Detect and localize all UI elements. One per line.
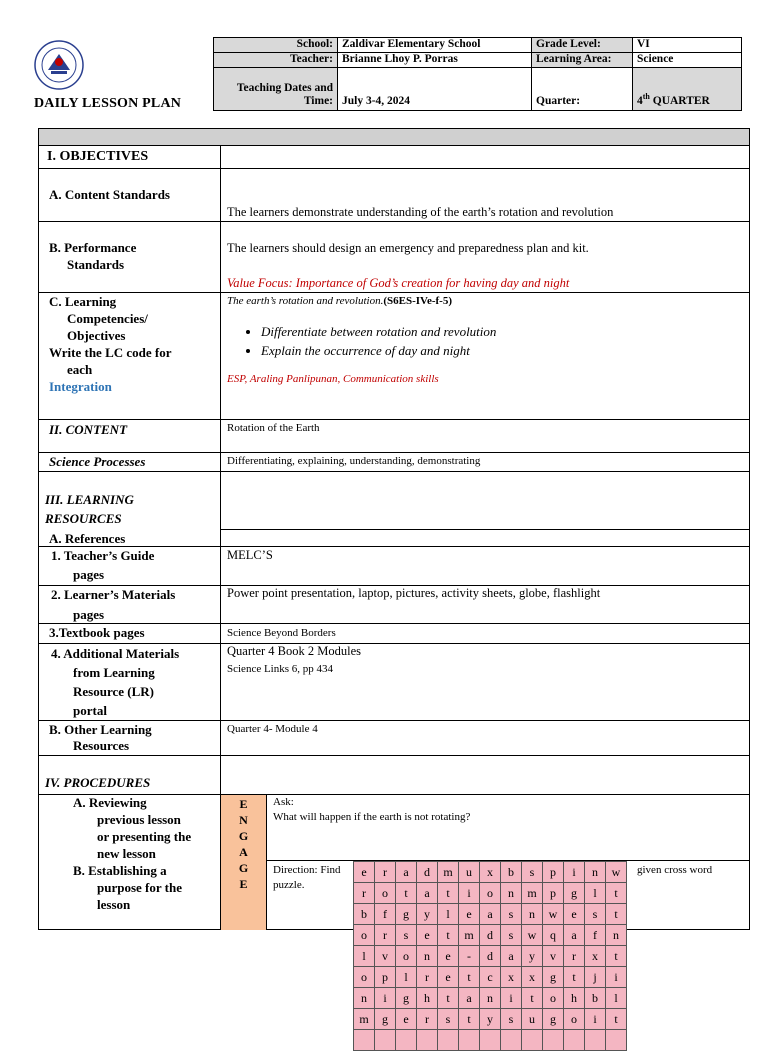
additional-materials-label-2: from Learning: [73, 665, 155, 680]
puzzle-cell: t: [606, 1009, 627, 1030]
procedures-heading: IV. PROCEDURES: [45, 775, 151, 790]
puzzle-cell: l: [585, 883, 606, 904]
puzzle-cell: [396, 1030, 417, 1051]
puzzle-cell: s: [585, 904, 606, 925]
puzzle-cell: p: [375, 967, 396, 988]
performance-standards-label: B. Performance: [49, 240, 137, 255]
learners-materials-label: 2. Learner’s Materials: [51, 587, 176, 602]
puzzle-cell: r: [354, 883, 375, 904]
puzzle-cell: n: [522, 904, 543, 925]
school-value: Zaldivar Elementary School: [338, 38, 532, 53]
deped-seal-logo: [34, 40, 84, 90]
other-resources-label-2: Resources: [73, 738, 130, 753]
other-resources-text: Quarter 4- Module 4: [227, 723, 318, 735]
puzzle-cell: y: [417, 904, 438, 925]
competency-list: [239, 322, 496, 360]
ask-label: Ask:: [273, 796, 294, 808]
puzzle-cell: i: [501, 988, 522, 1009]
puzzle-cell: e: [564, 904, 585, 925]
direction-text-line2: puzzle.: [273, 879, 305, 891]
puzzle-row: [354, 883, 627, 904]
puzzle-cell: t: [438, 925, 459, 946]
teacher-label: Teacher:: [214, 53, 338, 68]
ask-question: What will happen if the earth is not rotating?: [273, 811, 471, 823]
puzzle-cell: g: [543, 967, 564, 988]
teachers-guide-text: MELC’S: [227, 548, 273, 562]
puzzle-cell: a: [480, 904, 501, 925]
procedure-a-label-4: new lesson: [97, 846, 156, 861]
puzzle-cell: t: [564, 967, 585, 988]
puzzle-cell: [459, 1030, 480, 1051]
puzzle-cell: m: [522, 883, 543, 904]
quarter-value: 4th QUARTER: [633, 68, 742, 111]
school-label: School:: [214, 38, 338, 53]
content-text: Rotation of the Earth: [227, 422, 320, 434]
puzzle-cell: e: [417, 925, 438, 946]
puzzle-cell: [564, 1030, 585, 1051]
puzzle-cell: c: [480, 967, 501, 988]
puzzle-cell: f: [585, 925, 606, 946]
puzzle-cell: o: [354, 925, 375, 946]
content-standards-label: A. Content Standards: [49, 187, 170, 202]
area-label: Learning Area:: [532, 53, 633, 68]
integration-text: ESP, Araling Panlipunan, Communication skills: [227, 373, 439, 385]
content-standards-text: The learners demonstrate understanding of the earth’s rotation and revolution: [227, 205, 614, 219]
puzzle-cell: o: [396, 946, 417, 967]
area-value: Science: [633, 53, 742, 68]
grade-value: VI: [633, 38, 742, 53]
puzzle-row: [354, 862, 627, 883]
puzzle-cell: x: [501, 967, 522, 988]
puzzle-cell: e: [396, 1009, 417, 1030]
resources-heading: III. LEARNING: [45, 492, 134, 507]
dates-value: July 3-4, 2024: [338, 68, 532, 111]
header-info-table: [213, 37, 742, 111]
puzzle-cell: p: [543, 862, 564, 883]
puzzle-cell: n: [606, 925, 627, 946]
content-heading: II. CONTENT: [49, 422, 128, 437]
puzzle-cell: m: [438, 862, 459, 883]
performance-standards-label-2: Standards: [67, 257, 125, 272]
puzzle-cell: t: [522, 988, 543, 1009]
puzzle-cell: x: [522, 967, 543, 988]
procedure-b-label: B. Establishing a: [73, 863, 167, 878]
quarter-label: Quarter:: [532, 68, 633, 111]
puzzle-row: [354, 925, 627, 946]
procedure-b-label-3: lesson: [97, 897, 131, 912]
puzzle-cell: m: [354, 1009, 375, 1030]
word-search-puzzle: [353, 861, 627, 1051]
puzzle-cell: h: [417, 988, 438, 1009]
puzzle-cell: r: [375, 862, 396, 883]
puzzle-cell: [417, 1030, 438, 1051]
puzzle-cell: g: [375, 1009, 396, 1030]
performance-standards-text: The learners should design an emergency and preparedness plan and kit.: [227, 241, 589, 255]
puzzle-cell: t: [606, 946, 627, 967]
puzzle-cell: o: [375, 883, 396, 904]
additional-materials-label-4: portal: [73, 703, 107, 718]
puzzle-cell: f: [375, 904, 396, 925]
puzzle-cell: l: [438, 904, 459, 925]
puzzle-cell: r: [417, 967, 438, 988]
teachers-guide-label-2: pages: [73, 567, 105, 582]
puzzle-cell: r: [375, 925, 396, 946]
grade-label: Grade Level:: [532, 38, 633, 53]
other-resources-label: B. Other Learning: [49, 722, 152, 737]
teachers-guide-label: 1. Teacher’s Guide: [51, 548, 155, 563]
puzzle-cell: p: [543, 883, 564, 904]
puzzle-cell: w: [543, 904, 564, 925]
puzzle-cell: s: [438, 1009, 459, 1030]
puzzle-cell: t: [459, 1009, 480, 1030]
puzzle-cell: o: [543, 988, 564, 1009]
page-title: DAILY LESSON PLAN: [34, 96, 182, 111]
textbook-text: Science Beyond Borders: [227, 627, 336, 639]
puzzle-cell: u: [459, 862, 480, 883]
puzzle-cell: m: [459, 925, 480, 946]
puzzle-cell: o: [480, 883, 501, 904]
lc-label-2: Competencies/: [67, 311, 148, 326]
competency-item-1: • Differentiate between rotation and revolution: [261, 322, 496, 341]
puzzle-row: [354, 904, 627, 925]
additional-materials-text-2: Science Links 6, pp 434: [227, 663, 334, 675]
puzzle-cell: x: [585, 946, 606, 967]
puzzle-cell: o: [564, 1009, 585, 1030]
direction-text-start: Direction: Find: [273, 864, 341, 876]
puzzle-cell: w: [522, 925, 543, 946]
additional-materials-label-3: Resource (LR): [73, 684, 154, 699]
puzzle-cell: h: [564, 988, 585, 1009]
puzzle-row: [354, 1030, 627, 1051]
puzzle-row: [354, 1009, 627, 1030]
learners-materials-label-2: pages: [73, 607, 105, 622]
puzzle-row: [354, 946, 627, 967]
puzzle-cell: b: [585, 988, 606, 1009]
science-processes-label: Science Processes: [49, 454, 146, 469]
puzzle-cell: x: [480, 862, 501, 883]
puzzle-cell: [606, 1030, 627, 1051]
procedure-a-label: A. Reviewing: [73, 795, 147, 810]
puzzle-cell: e: [438, 967, 459, 988]
puzzle-cell: w: [606, 862, 627, 883]
puzzle-cell: t: [606, 904, 627, 925]
puzzle-cell: b: [354, 904, 375, 925]
puzzle-cell: t: [606, 883, 627, 904]
teacher-value: Brianne Lhoy P. Porras: [338, 53, 532, 68]
puzzle-cell: g: [543, 1009, 564, 1030]
puzzle-cell: t: [438, 883, 459, 904]
resources-heading-2: RESOURCES: [45, 511, 122, 526]
puzzle-cell: t: [396, 883, 417, 904]
puzzle-cell: i: [585, 1009, 606, 1030]
puzzle-cell: a: [501, 946, 522, 967]
puzzle-cell: l: [354, 946, 375, 967]
puzzle-cell: v: [543, 946, 564, 967]
puzzle-cell: r: [417, 1009, 438, 1030]
puzzle-cell: b: [501, 862, 522, 883]
puzzle-cell: e: [354, 862, 375, 883]
lc-label-3: Objectives: [67, 328, 126, 343]
integration-label: Integration: [49, 379, 112, 394]
puzzle-cell: n: [585, 862, 606, 883]
competency-item-2: • Explain the occurrence of day and night: [261, 341, 496, 360]
puzzle-cell: q: [543, 925, 564, 946]
learners-materials-text: Power point presentation, laptop, pictures, activity sheets, globe, flashlight: [227, 586, 601, 600]
puzzle-row: [354, 967, 627, 988]
puzzle-cell: a: [564, 925, 585, 946]
puzzle-cell: d: [480, 946, 501, 967]
puzzle-cell: s: [501, 1009, 522, 1030]
puzzle-cell: v: [375, 946, 396, 967]
lc-label-4: Write the LC code for: [49, 345, 172, 360]
puzzle-cell: [543, 1030, 564, 1051]
puzzle-cell: i: [564, 862, 585, 883]
lc-label-1: C. Learning: [49, 294, 117, 309]
puzzle-cell: i: [375, 988, 396, 1009]
procedure-a-label-3: or presenting the: [97, 829, 192, 844]
puzzle-cell: s: [501, 925, 522, 946]
puzzle-cell: y: [522, 946, 543, 967]
puzzle-cell: e: [438, 946, 459, 967]
puzzle-cell: n: [354, 988, 375, 1009]
puzzle-cell: s: [396, 925, 417, 946]
puzzle-cell: [375, 1030, 396, 1051]
additional-materials-text-1: Quarter 4 Book 2 Modules: [227, 644, 362, 658]
puzzle-cell: d: [480, 925, 501, 946]
puzzle-cell: d: [417, 862, 438, 883]
puzzle-cell: a: [459, 988, 480, 1009]
puzzle-cell: i: [459, 883, 480, 904]
puzzle-cell: e: [459, 904, 480, 925]
puzzle-cell: l: [606, 988, 627, 1009]
puzzle-cell: j: [585, 967, 606, 988]
puzzle-cell: i: [606, 967, 627, 988]
puzzle-cell: n: [417, 946, 438, 967]
puzzle-cell: a: [396, 862, 417, 883]
puzzle-cell: r: [564, 946, 585, 967]
puzzle-cell: t: [438, 988, 459, 1009]
puzzle-cell: [438, 1030, 459, 1051]
puzzle-cell: s: [501, 904, 522, 925]
puzzle-cell: n: [480, 988, 501, 1009]
puzzle-cell: g: [564, 883, 585, 904]
puzzle-cell: [354, 1030, 375, 1051]
puzzle-cell: n: [501, 883, 522, 904]
procedure-a-label-2: previous lesson: [97, 812, 181, 827]
puzzle-cell: -: [459, 946, 480, 967]
puzzle-cell: s: [522, 862, 543, 883]
puzzle-cell: g: [396, 988, 417, 1009]
additional-materials-label: 4. Additional Materials: [51, 646, 180, 661]
puzzle-cell: l: [396, 967, 417, 988]
puzzle-cell: [501, 1030, 522, 1051]
science-processes-text: Differentiating, explaining, understanding, demonstrating: [227, 455, 481, 467]
textbook-label: 3.Textbook pages: [49, 625, 145, 640]
references-label: A. References: [49, 531, 126, 546]
puzzle-cell: g: [396, 904, 417, 925]
direction-text-end: given cross word: [637, 864, 713, 876]
puzzle-row: [354, 988, 627, 1009]
lc-label-5: each: [67, 362, 93, 377]
puzzle-cell: y: [480, 1009, 501, 1030]
puzzle-cell: [585, 1030, 606, 1051]
puzzle-cell: t: [459, 967, 480, 988]
puzzle-cell: u: [522, 1009, 543, 1030]
objectives-heading: I. OBJECTIVES: [47, 149, 149, 164]
lesson-plan-table: [38, 128, 750, 930]
puzzle-cell: [522, 1030, 543, 1051]
puzzle-cell: a: [417, 883, 438, 904]
lc-text: The earth’s rotation and revolution.(S6ES-IVe-f-5): [227, 295, 452, 307]
engage-column: E N G A G E: [221, 795, 267, 930]
procedure-b-label-2: purpose for the: [97, 880, 182, 895]
puzzle-cell: o: [354, 967, 375, 988]
puzzle-cell: [480, 1030, 501, 1051]
dates-label: Teaching Dates and Time:: [214, 68, 338, 111]
value-focus-text: Value Focus: Importance of God’s creation for having day and night: [227, 276, 570, 290]
